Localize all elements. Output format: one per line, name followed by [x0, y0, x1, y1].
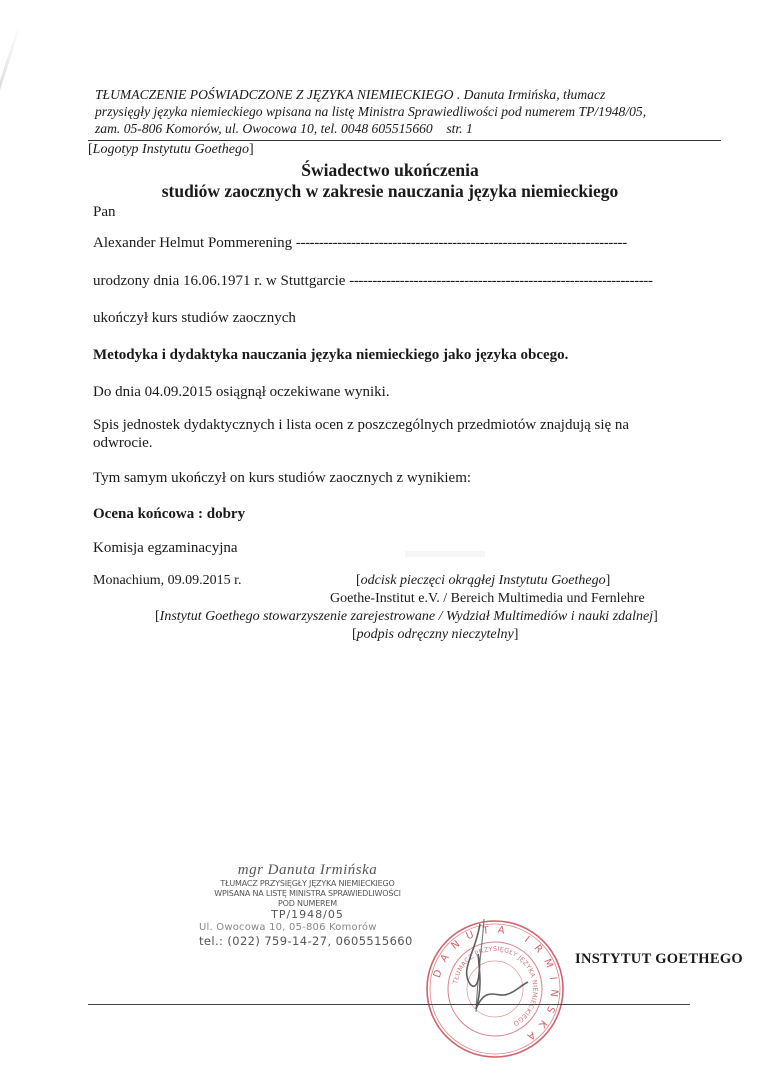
institute-polish: [Instytut Goethego stowarzyszenie zarejestrowane / Wydział Multimediów i nauki zdalnej] [155, 609, 658, 624]
translator-address: Ul. Owocowa 10, 05-806 Komorów [199, 922, 377, 933]
institut-label: INSTYTUT GOETHEGO [575, 951, 744, 967]
faint-mark [405, 551, 485, 557]
translator-registry: WPISANA NA LISTĘ MINISTRA SPRAWIEDLIWOŚCI [214, 889, 401, 898]
summary-line: Tym samym ukończył on kurs studiów zaocznych z wynikiem: [93, 470, 472, 486]
bottom-divider [88, 1004, 690, 1005]
place-date: Monachium, 09.09.2015 r. [93, 573, 242, 588]
transcript-note-line-1: Spis jednostek dydaktycznych i lista ocen z poszczególnych przedmiotów znajdują się na [93, 417, 630, 433]
page-number: str. 1 [446, 121, 473, 136]
fill-dashes: ------------------------------------------------------------------------ [295, 235, 627, 251]
transcript-note-line-2: odwrocie. [93, 435, 153, 451]
logo-placeholder-note [88, 142, 254, 158]
translator-name: mgr Danuta Irmińska [237, 862, 378, 878]
header-certified-translation: TŁUMACZENIE POŚWIADCZONE Z JĘZYKA NIEMIECKIEGO [95, 87, 454, 102]
recipient-name: Alexander Helmut Pommerening [93, 235, 293, 251]
seal-note: [odcisk pieczęci okrągłej Instytutu Goethego] [356, 573, 611, 588]
title-line-1: Świadectwo ukończenia [301, 160, 479, 180]
seal-inner-ring [448, 942, 542, 1036]
seal-outer-text: DANUTA IRMIŃSKA [431, 924, 560, 1047]
seal-inner-text: TŁUMACZ PRZYSIĘGŁY JĘZYKA NIEMIECKIEGO [451, 944, 540, 1028]
institute-polish-text: Instytut Goethego stowarzyszenie zarejestrowane / Wydział Multimediów i nauki zdalnej [159, 609, 654, 624]
header-translator: . Danuta Irmińska, tłumacz [453, 87, 606, 102]
translator-stamp [195, 862, 420, 948]
header-address: zam. 05-806 Komorów, ul. Owocowa 10, tel. 0048 605515660 [95, 121, 433, 136]
header-divider [88, 140, 721, 141]
transcript-note [93, 416, 629, 452]
header-line-2: przysięgły języka niemieckiego wpisana na listę Ministra Sprawiedliwości pod numerem TP/1948/05, [95, 104, 647, 119]
header-line-1 [95, 86, 735, 103]
bracket-close: ] [248, 142, 254, 157]
final-grade: Ocena końcowa : dobry [93, 506, 246, 522]
fill-dashes: ------------------------------------------------------------------ [349, 273, 653, 289]
logo-note-text: Logotyp Instytutu Goethego [92, 142, 249, 157]
birth-info: urodzony dnia 16.06.1971 r. w Stuttgarcie [93, 273, 346, 289]
translation-header [95, 86, 735, 137]
completed-line: ukończył kurs studiów zaocznych [93, 310, 296, 326]
signature-note: [podpis odręczny nieczytelny] [352, 627, 519, 642]
results-line: Do dnia 04.09.2015 osiągnął oczekiwane wyniki. [93, 384, 390, 400]
translator-number: TP/1948/05 [271, 908, 344, 921]
translator-phone: tel.: (022) 759-14-27, 0605515660 [199, 934, 413, 948]
exam-committee: Komisja egzaminacyjna [93, 540, 238, 556]
salutation: Pan [93, 204, 116, 220]
bracket-open: [ [88, 142, 93, 157]
round-seal-icon [420, 914, 570, 1064]
signature-note-text: podpis odręczny nieczytelny [356, 627, 514, 642]
course-name: Metodyka i dydaktyka nauczania języka niemieckiego jako języka obcego. [93, 347, 569, 363]
translator-number-label: POD NUMEREM [278, 899, 337, 908]
institute-german: Goethe-Institut e.V. / Bereich Multimedia und Fernlehre [330, 591, 645, 606]
seal-note-text: odcisk pieczęci okrągłej Instytutu Goethego [360, 573, 606, 588]
translator-title: TŁUMACZ PRZYSIĘGŁY JĘZYKA NIEMIECKIEGO [220, 879, 395, 888]
seal-outer-ring [427, 921, 563, 1057]
birth-line [93, 272, 653, 290]
header-line-3 [95, 120, 735, 137]
recipient-name-line [93, 234, 627, 252]
title-line-2: studiów zaocznych w zakresie nauczania języka niemieckiego [161, 181, 619, 201]
document-title [0, 160, 768, 180]
document-subtitle [0, 181, 768, 201]
